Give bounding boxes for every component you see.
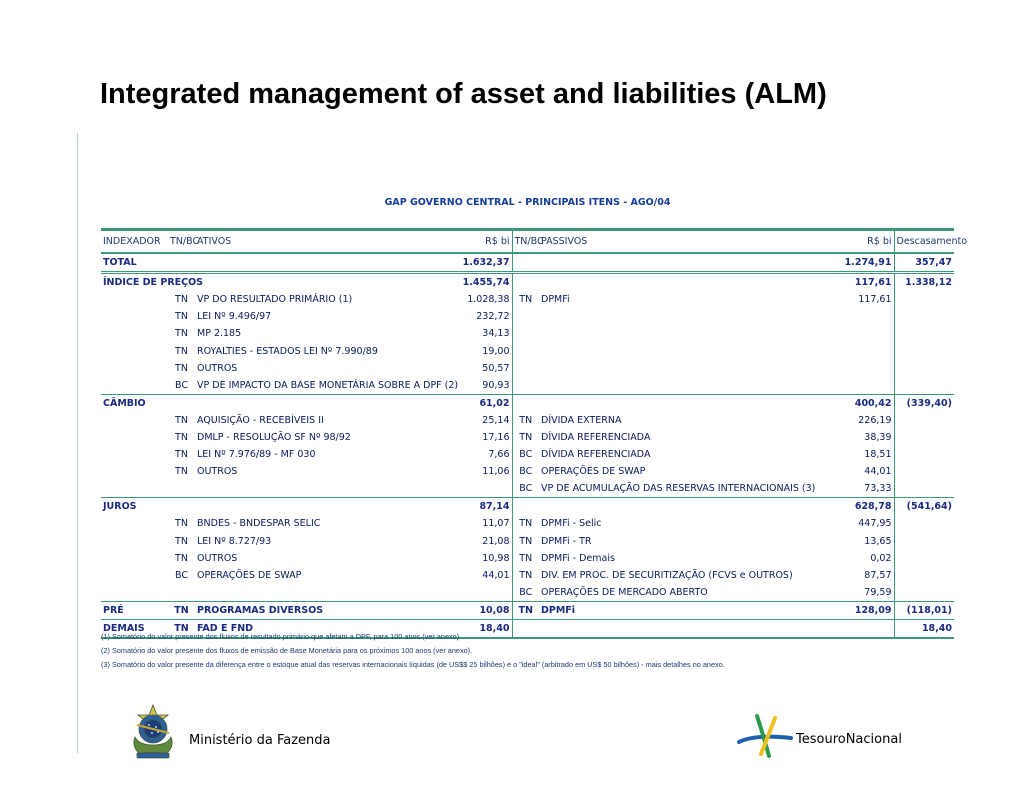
row-ativo-value: 44,01 (434, 567, 512, 584)
row-passivo: DPMFi (541, 294, 570, 306)
row-passivo (539, 308, 807, 325)
row-tnbc-passivo: TN (519, 552, 533, 564)
pre-passivo: DPMFi (539, 601, 807, 619)
row-tnbc-passivo: TN (519, 569, 533, 581)
row-tnbc: TN (175, 414, 188, 426)
row-tnbc: TN (175, 311, 188, 323)
row-tnbc-passivo: TN (519, 414, 533, 426)
total-descasamento: 357,47 (894, 253, 954, 273)
row-ativo: ROYALTIES - ESTADOS LEI Nº 7.990/89 (197, 345, 378, 357)
section-row (101, 498, 954, 516)
table-row (101, 463, 954, 480)
row-ativo: DMLP - RESOLUÇÃO SF Nº 98/92 (197, 431, 351, 443)
section-ativos: 87,14 (434, 498, 512, 516)
row-tnbc-passivo: TN (519, 518, 533, 530)
row-tnbc-passivo (512, 360, 539, 377)
section-row (101, 273, 954, 292)
row-passivo: DPMFi - Demais (541, 552, 615, 564)
row-tnbc-passivo (512, 377, 539, 395)
row-tnbc: TN (175, 431, 188, 443)
section-row (101, 394, 954, 412)
section-label: CÂMBIO (101, 394, 434, 412)
row-ativo: AQUISIÇÃO - RECEBÍVEIS II (197, 414, 324, 426)
row-ativo: OPERAÇÕES DE SWAP (197, 569, 302, 581)
table-title: GAP GOVERNO CENTRAL - PRINCIPAIS ITENS - AGO/04 (384, 197, 671, 208)
section-passivos: 628,78 (807, 498, 894, 516)
row-passivo-value: 117,61 (807, 291, 894, 308)
row-tnbc: TN (175, 328, 188, 340)
row-ativo: OUTROS (197, 362, 238, 374)
tesouro-label: TesouroNacional (796, 732, 902, 747)
row-ativo (195, 480, 434, 498)
row-ativo-value: 11,07 (434, 515, 512, 532)
slide-title: Integrated management of asset and liabilities (ALM) (100, 78, 827, 110)
table-row (101, 412, 954, 429)
total-ativos: 1.632,37 (434, 253, 512, 273)
row-passivo-value: 18,51 (807, 446, 894, 463)
section-descasamento: 1.338,12 (894, 273, 954, 292)
header-passivos: PASSIVOS (539, 230, 807, 254)
table-row (101, 584, 954, 602)
section-passivos: 117,61 (807, 273, 894, 292)
table-row (101, 429, 954, 446)
ministry-footer (127, 703, 367, 763)
row-ativo: VP DE IMPACTO DA BASE MONETÁRIA SOBRE A DPF (2) (197, 379, 459, 391)
row-passivo-value (807, 377, 894, 395)
row-ativo-value: 21,08 (434, 533, 512, 550)
row-ativo-value (434, 480, 512, 498)
row-tnbc: TN (175, 449, 188, 461)
row-passivo-value: 226,19 (807, 412, 894, 429)
tesouro-nacional-logo-icon (735, 712, 797, 760)
table-row (101, 480, 954, 498)
pre-passivo-value: 128,09 (807, 601, 894, 619)
table-row (101, 342, 954, 359)
row-passivo (539, 377, 807, 395)
row-tnbc: TN (175, 535, 188, 547)
header-ativos: ATIVOS (195, 230, 434, 254)
row-ativo-value: 34,13 (434, 325, 512, 342)
pre-label: PRÉ (101, 601, 168, 619)
row-passivo-value: 0,02 (807, 550, 894, 567)
section-ativos: 1.455,74 (434, 273, 512, 292)
table-row (101, 325, 954, 342)
pre-ativo: PROGRAMAS DIVERSOS (195, 601, 434, 619)
row-ativo-value: 17,16 (434, 429, 512, 446)
row-ativo: LEI Nº 9.496/97 (197, 311, 272, 323)
row-ativo-value: 50,57 (434, 360, 512, 377)
row-tnbc: TN (175, 466, 188, 478)
total-label: TOTAL (101, 253, 434, 273)
row-passivo (539, 360, 807, 377)
row-tnbc: TN (175, 294, 188, 306)
header-rs-ativos: R$ bi (434, 230, 512, 254)
ministry-label: Ministério da Fazenda (189, 733, 331, 748)
brazil-coat-of-arms-icon (127, 703, 179, 761)
row-tnbc-passivo: TN (519, 535, 533, 547)
footnote: (1) Somatório do valor presente dos fluxos de resultado primário que afetam a DPF, para 100 anos (ver anexo). (101, 632, 462, 641)
row-tnbc-passivo: TN (519, 294, 533, 306)
table-row (101, 515, 954, 532)
row-tnbc: TN (175, 552, 188, 564)
row-passivo-value (807, 308, 894, 325)
table-row (101, 533, 954, 550)
vertical-divider (77, 133, 78, 753)
row-ativo-value: 7,66 (434, 446, 512, 463)
table-row (101, 377, 954, 395)
row-passivo-value: 73,33 (807, 480, 894, 498)
row-tnbc (168, 480, 195, 498)
row-passivo-value: 79,59 (807, 584, 894, 602)
row-tnbc-passivo (512, 308, 539, 325)
demais-label: DEMAIS (101, 619, 168, 638)
section-label: JUROS (101, 498, 434, 516)
section-label: ÍNDICE DE PREÇOS (101, 273, 434, 292)
pre-tnbc: TN (168, 601, 195, 619)
tesouro-footer (735, 712, 935, 762)
row-passivo: VP DE ACUMULAÇÃO DAS RESERVAS INTERNACIONAIS (3) (541, 483, 816, 495)
row-passivo-value: 87,57 (807, 567, 894, 584)
pre-tnbc-passivo: TN (512, 601, 539, 619)
header-tnbc-passivos: TN/BC (512, 230, 539, 254)
row-ativo: OUTROS (197, 466, 238, 478)
row-ativo-value: 11,06 (434, 463, 512, 480)
demais-tnbc: TN (168, 619, 195, 638)
total-passivos: 1.274,91 (807, 253, 894, 273)
row-passivo: DÍVIDA REFERENCIADA (541, 449, 651, 461)
section-passivos: 400,42 (807, 394, 894, 412)
table-row (101, 550, 954, 567)
row-ativo: MP 2.185 (197, 328, 242, 340)
row-tnbc-passivo: BC (519, 449, 533, 461)
gap-table-body (101, 230, 968, 639)
footnotes (101, 630, 961, 672)
pre-descasamento: (118,01) (894, 601, 954, 619)
table-row (101, 567, 954, 584)
row-passivo-value: 38,39 (807, 429, 894, 446)
row-passivo: DPMFi - TR (541, 535, 592, 547)
header-indexador: INDEXADOR (101, 230, 168, 254)
row-ativo-value: 19,00 (434, 342, 512, 359)
row-tnbc: TN (175, 345, 188, 357)
row-passivo-value: 44,01 (807, 463, 894, 480)
row-passivo-value: 13,65 (807, 533, 894, 550)
row-passivo (539, 325, 807, 342)
row-passivo: DPMFi - Selic (541, 518, 602, 530)
row-tnbc-passivo: BC (519, 586, 533, 598)
header-tnbc: TN/BC (168, 230, 195, 254)
section-ativos: 61,02 (434, 394, 512, 412)
table-row (101, 446, 954, 463)
row-ativo: OUTROS (197, 552, 238, 564)
row-passivo (539, 342, 807, 359)
footnote: (2) Somatório do valor presente dos fluxos de emissão de Base Monetária para os próximos 100 anos (ver anexo). (101, 646, 473, 655)
row-passivo-value (807, 342, 894, 359)
row-tnbc: TN (175, 518, 188, 530)
row-tnbc (168, 584, 195, 602)
row-tnbc-passivo (512, 325, 539, 342)
row-tnbc-passivo (512, 342, 539, 359)
row-ativo: VP DO RESULTADO PRIMÁRIO (1) (197, 294, 353, 306)
row-ativo-value (434, 584, 512, 602)
section-descasamento: (339,40) (894, 394, 954, 412)
demais-descasamento: 18,40 (894, 619, 954, 638)
row-ativo: BNDES - BNDESPAR SELIC (197, 518, 321, 530)
row-tnbc-passivo: TN (519, 431, 533, 443)
row-tnbc-passivo: BC (519, 483, 533, 495)
row-ativo-value: 25,14 (434, 412, 512, 429)
header-descasamento: Descasamento (894, 230, 954, 254)
row-ativo-value: 90,93 (434, 377, 512, 395)
row-passivo-value (807, 360, 894, 377)
row-ativo: LEI Nº 7.976/89 - MF 030 (197, 449, 316, 461)
demais-ativo: FAD E FND (195, 619, 434, 638)
section-descasamento: (541,64) (894, 498, 954, 516)
row-passivo-value (807, 325, 894, 342)
header-rs-passivos: R$ bi (807, 230, 894, 254)
pre-row (101, 601, 954, 619)
table-row (101, 308, 954, 325)
row-ativo: LEI Nº 8.727/93 (197, 535, 272, 547)
row-ativo (195, 584, 434, 602)
row-tnbc-passivo: BC (519, 466, 533, 478)
row-passivo: OPERAÇÕES DE MERCADO ABERTO (541, 586, 708, 598)
footnote: (3) Somatório do valor presente da diferença entre o estoque atual das reservas internacionais líquidas (de US$$ 25 bilhões) e o "ideal" (arbitrado em US$ 50 bilhões) - mais detalhes no anexo. (101, 660, 725, 669)
pre-ativo-value: 10,08 (434, 601, 512, 619)
row-ativo-value: 232,72 (434, 308, 512, 325)
row-passivo: OPERAÇÕES DE SWAP (541, 466, 646, 478)
row-ativo-value: 10,98 (434, 550, 512, 567)
row-ativo-value: 1.028,38 (434, 291, 512, 308)
row-passivo: DÍVIDA REFERENCIADA (541, 431, 651, 443)
table-row (101, 360, 954, 377)
gap-table (101, 228, 968, 639)
row-tnbc: BC (175, 379, 188, 391)
table-header-row (101, 230, 954, 254)
row-passivo-value: 447,95 (807, 515, 894, 532)
row-tnbc: TN (175, 362, 188, 374)
row-passivo: DÍVIDA EXTERNA (541, 414, 622, 426)
total-row (101, 253, 954, 273)
row-tnbc: BC (175, 569, 188, 581)
demais-ativo-value: 18,40 (434, 619, 512, 638)
table-row (101, 291, 954, 308)
row-passivo: DIV. EM PROC. DE SECURITIZAÇÃO (FCVS e OUTROS) (541, 569, 793, 581)
